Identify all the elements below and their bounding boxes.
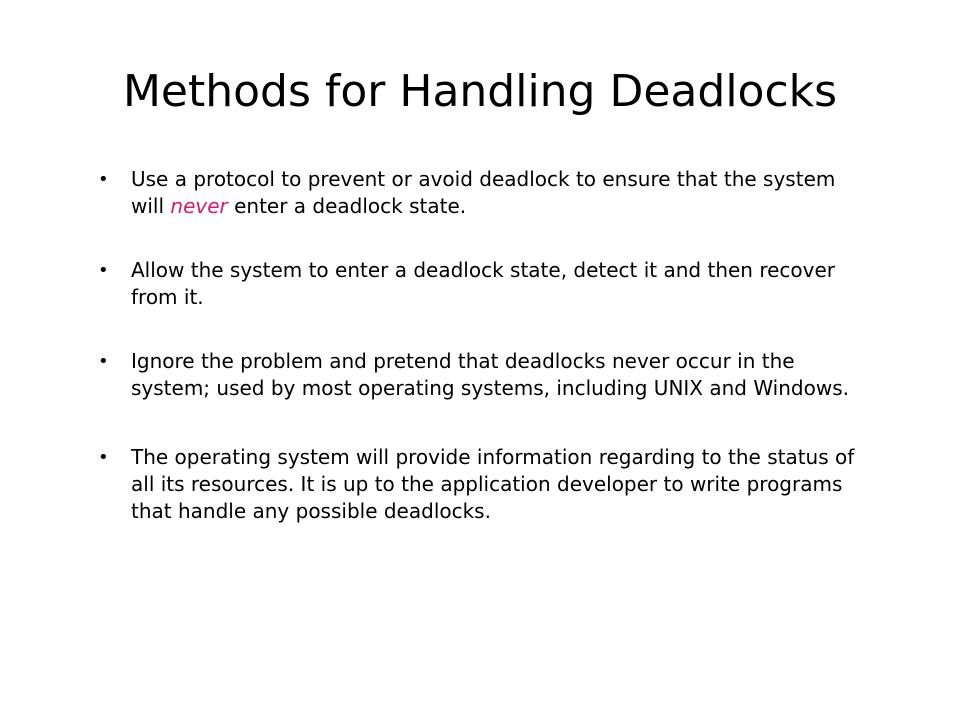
bullet-marker: •: [98, 351, 109, 372]
bullet-text-after: enter a deadlock state.: [227, 194, 467, 218]
bullet-text: Ignore the problem and pretend that deadlocks never occur in the system; used by most operating systems, including UNIX and Windows.: [131, 349, 849, 400]
bullet-marker: •: [98, 169, 109, 190]
bullet-text-before: Use a protocol to prevent or avoid deadlock to ensure that the system will: [131, 167, 836, 218]
bullet-text: The operating system will provide information regarding to the status of all its resources. It is up to the application developer to write programs that handle any possible deadlocks.: [131, 445, 855, 523]
bullet-item-4: [98, 444, 858, 525]
bullet-item-1: [98, 166, 858, 220]
slide-title: Methods for Handling Deadlocks: [122, 66, 838, 117]
bullet-text: Allow the system to enter a deadlock state, detect it and then recover from it.: [131, 258, 836, 309]
bullet-marker: •: [98, 447, 109, 468]
bullet-marker: •: [98, 260, 109, 281]
bullet-list: [98, 166, 858, 525]
bullet-item-2: [98, 257, 858, 311]
emphasis-never: never: [170, 194, 228, 218]
bullet-item-3: [98, 348, 858, 402]
